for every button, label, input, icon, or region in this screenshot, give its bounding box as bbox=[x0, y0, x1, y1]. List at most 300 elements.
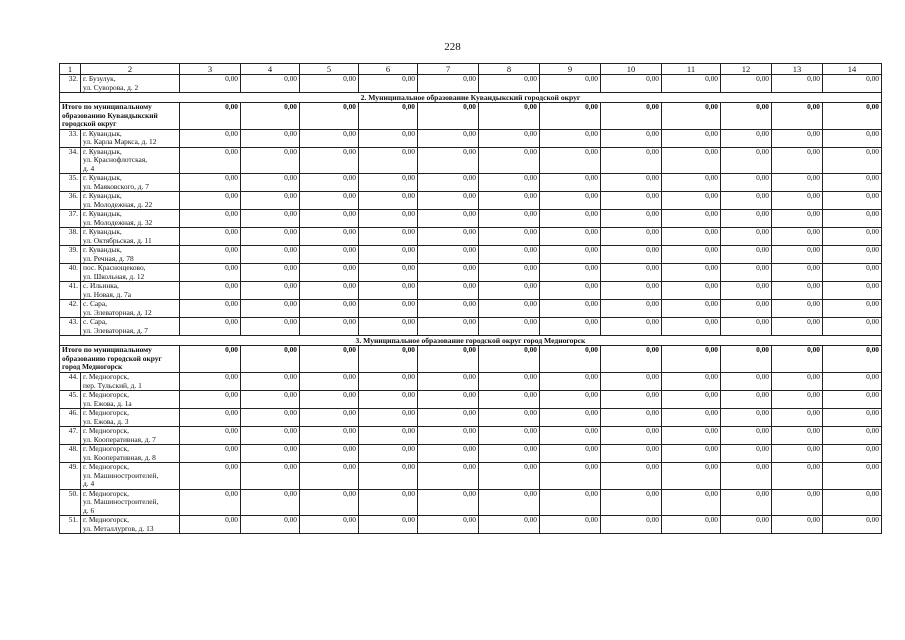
value-cell: 0,00 bbox=[418, 372, 479, 390]
value-cell: 0,00 bbox=[772, 210, 823, 228]
value-cell: 0,00 bbox=[180, 516, 241, 534]
value-cell: 0,00 bbox=[772, 489, 823, 516]
value-cell: 0,00 bbox=[601, 264, 662, 282]
value-cell: 0,00 bbox=[418, 246, 479, 264]
value-cell: 0,00 bbox=[772, 409, 823, 427]
data-table bbox=[59, 63, 882, 534]
column-header-12: 12 bbox=[721, 64, 772, 75]
value-cell: 0,00 bbox=[601, 192, 662, 210]
value-cell: 0,00 bbox=[241, 318, 300, 336]
value-cell: 0,00 bbox=[180, 445, 241, 463]
column-header-3: 3 bbox=[180, 64, 241, 75]
value-cell: 0,00 bbox=[721, 147, 772, 174]
value-cell: 0,00 bbox=[721, 445, 772, 463]
value-cell: 0,00 bbox=[662, 282, 721, 300]
address-line: ул. Металлургов, д. 13 bbox=[83, 523, 154, 533]
value-cell: 0,00 bbox=[180, 300, 241, 318]
value-cell: 0,00 bbox=[772, 75, 823, 93]
value-cell: 0,00 bbox=[418, 409, 479, 427]
value-cell: 0,00 bbox=[300, 516, 359, 534]
value-cell: 0,00 bbox=[721, 516, 772, 534]
table-row bbox=[60, 75, 882, 93]
value-cell: 0,00 bbox=[823, 391, 882, 409]
value-cell: 0,00 bbox=[479, 228, 540, 246]
value-cell: 0,00 bbox=[418, 103, 479, 130]
value-cell: 0,00 bbox=[662, 516, 721, 534]
address-line: ул. Молодежная, д. 32 bbox=[83, 217, 153, 227]
value-cell: 0,00 bbox=[180, 264, 241, 282]
value-cell: 0,00 bbox=[823, 489, 882, 516]
address-cell bbox=[81, 318, 180, 336]
value-cell: 0,00 bbox=[823, 372, 882, 390]
address-line: г. Медногорск, bbox=[83, 390, 129, 400]
value-cell: 0,00 bbox=[540, 463, 601, 490]
value-cell: 0,00 bbox=[601, 210, 662, 228]
value-cell: 0,00 bbox=[662, 129, 721, 147]
value-cell: 0,00 bbox=[540, 372, 601, 390]
value-cell: 0,00 bbox=[180, 103, 241, 130]
value-cell: 0,00 bbox=[772, 192, 823, 210]
value-cell: 0,00 bbox=[662, 372, 721, 390]
address-line: г. Медногорск, bbox=[83, 426, 129, 436]
value-cell: 0,00 bbox=[359, 346, 418, 373]
row-number: 46. bbox=[60, 409, 81, 427]
value-cell: 0,00 bbox=[418, 129, 479, 147]
value-cell: 0,00 bbox=[241, 228, 300, 246]
table-row bbox=[60, 489, 882, 516]
value-cell: 0,00 bbox=[772, 147, 823, 174]
value-cell: 0,00 bbox=[479, 463, 540, 490]
value-cell: 0,00 bbox=[662, 445, 721, 463]
value-cell: 0,00 bbox=[300, 147, 359, 174]
value-cell: 0,00 bbox=[300, 409, 359, 427]
value-cell: 0,00 bbox=[359, 228, 418, 246]
value-cell: 0,00 bbox=[823, 516, 882, 534]
subtotal-label-line: городской округ bbox=[62, 119, 117, 129]
value-cell: 0,00 bbox=[721, 346, 772, 373]
row-number: 44. bbox=[60, 372, 81, 390]
value-cell: 0,00 bbox=[823, 427, 882, 445]
value-cell: 0,00 bbox=[300, 427, 359, 445]
value-cell: 0,00 bbox=[359, 147, 418, 174]
address-line: ул. Карла Маркса, д. 12 bbox=[83, 137, 157, 147]
value-cell: 0,00 bbox=[300, 264, 359, 282]
address-line: пос. Краснощеково, bbox=[83, 263, 146, 273]
value-cell: 0,00 bbox=[601, 103, 662, 130]
row-number: 39. bbox=[60, 246, 81, 264]
address-line: ул. Молодежная, д. 22 bbox=[83, 199, 153, 209]
address-line: г. Медногорск, bbox=[83, 462, 129, 472]
address-line: ул. Речная, д. 78 bbox=[83, 253, 134, 263]
value-cell: 0,00 bbox=[300, 129, 359, 147]
value-cell: 0,00 bbox=[418, 75, 479, 93]
subtotal-label-line: Итого по муниципальному bbox=[62, 345, 152, 355]
address-line: г. Медногорск, bbox=[83, 408, 129, 418]
value-cell: 0,00 bbox=[721, 228, 772, 246]
row-number: 49. bbox=[60, 463, 81, 490]
value-cell: 0,00 bbox=[772, 463, 823, 490]
value-cell: 0,00 bbox=[180, 427, 241, 445]
value-cell: 0,00 bbox=[241, 489, 300, 516]
value-cell: 0,00 bbox=[180, 372, 241, 390]
value-cell: 0,00 bbox=[601, 129, 662, 147]
value-cell: 0,00 bbox=[418, 463, 479, 490]
subtotal-label bbox=[60, 346, 180, 373]
value-cell: 0,00 bbox=[540, 228, 601, 246]
address-line: ул. Кооперативная, д. 7 bbox=[83, 434, 156, 444]
value-cell: 0,00 bbox=[180, 463, 241, 490]
value-cell: 0,00 bbox=[180, 318, 241, 336]
value-cell: 0,00 bbox=[772, 318, 823, 336]
value-cell: 0,00 bbox=[418, 516, 479, 534]
value-cell: 0,00 bbox=[540, 391, 601, 409]
row-number: 36. bbox=[60, 192, 81, 210]
value-cell: 0,00 bbox=[823, 246, 882, 264]
value-cell: 0,00 bbox=[772, 372, 823, 390]
table-row bbox=[60, 318, 882, 336]
value-cell: 0,00 bbox=[300, 210, 359, 228]
value-cell: 0,00 bbox=[721, 264, 772, 282]
value-cell: 0,00 bbox=[823, 445, 882, 463]
value-cell: 0,00 bbox=[823, 346, 882, 373]
value-cell: 0,00 bbox=[479, 489, 540, 516]
header-row bbox=[60, 64, 882, 75]
row-number: 47. bbox=[60, 427, 81, 445]
value-cell: 0,00 bbox=[359, 489, 418, 516]
address-cell bbox=[81, 210, 180, 228]
row-number: 43. bbox=[60, 318, 81, 336]
value-cell: 0,00 bbox=[300, 489, 359, 516]
value-cell: 0,00 bbox=[359, 391, 418, 409]
value-cell: 0,00 bbox=[479, 174, 540, 192]
value-cell: 0,00 bbox=[300, 391, 359, 409]
value-cell: 0,00 bbox=[479, 409, 540, 427]
value-cell: 0,00 bbox=[721, 192, 772, 210]
address-cell bbox=[81, 463, 180, 490]
value-cell: 0,00 bbox=[721, 129, 772, 147]
value-cell: 0,00 bbox=[359, 246, 418, 264]
value-cell: 0,00 bbox=[300, 174, 359, 192]
value-cell: 0,00 bbox=[601, 463, 662, 490]
table-row bbox=[60, 174, 882, 192]
value-cell: 0,00 bbox=[180, 75, 241, 93]
value-cell: 0,00 bbox=[418, 300, 479, 318]
section-title: 2. Муниципальное образование Кувандыкский городской округ bbox=[60, 93, 882, 103]
value-cell: 0,00 bbox=[772, 391, 823, 409]
value-cell: 0,00 bbox=[418, 210, 479, 228]
value-cell: 0,00 bbox=[662, 391, 721, 409]
value-cell: 0,00 bbox=[772, 129, 823, 147]
value-cell: 0,00 bbox=[772, 103, 823, 130]
value-cell: 0,00 bbox=[359, 282, 418, 300]
value-cell: 0,00 bbox=[241, 427, 300, 445]
value-cell: 0,00 bbox=[662, 210, 721, 228]
value-cell: 0,00 bbox=[601, 318, 662, 336]
value-cell: 0,00 bbox=[479, 427, 540, 445]
value-cell: 0,00 bbox=[823, 129, 882, 147]
value-cell: 0,00 bbox=[479, 129, 540, 147]
row-number: 38. bbox=[60, 228, 81, 246]
table-row bbox=[60, 264, 882, 282]
column-header-7: 7 bbox=[418, 64, 479, 75]
value-cell: 0,00 bbox=[823, 300, 882, 318]
row-number: 51. bbox=[60, 516, 81, 534]
table-row bbox=[60, 246, 882, 264]
value-cell: 0,00 bbox=[300, 372, 359, 390]
value-cell: 0,00 bbox=[241, 103, 300, 130]
column-header-14: 14 bbox=[823, 64, 882, 75]
table-row bbox=[60, 516, 882, 534]
address-line: ул. Машиностроителей, bbox=[83, 470, 159, 480]
value-cell: 0,00 bbox=[300, 192, 359, 210]
value-cell: 0,00 bbox=[359, 75, 418, 93]
value-cell: 0,00 bbox=[300, 346, 359, 373]
address-cell bbox=[81, 129, 180, 147]
value-cell: 0,00 bbox=[601, 427, 662, 445]
address-line: г. Кувандык, bbox=[83, 191, 122, 201]
value-cell: 0,00 bbox=[721, 75, 772, 93]
value-cell: 0,00 bbox=[479, 318, 540, 336]
address-line: г. Медногорск, bbox=[83, 372, 129, 381]
row-number: 35. bbox=[60, 174, 81, 192]
value-cell: 0,00 bbox=[721, 210, 772, 228]
value-cell: 0,00 bbox=[540, 75, 601, 93]
table-row bbox=[60, 147, 882, 174]
row-number: 45. bbox=[60, 391, 81, 409]
table-row bbox=[60, 427, 882, 445]
value-cell: 0,00 bbox=[721, 246, 772, 264]
value-cell: 0,00 bbox=[418, 264, 479, 282]
value-cell: 0,00 bbox=[662, 300, 721, 318]
value-cell: 0,00 bbox=[241, 391, 300, 409]
column-header-8: 8 bbox=[479, 64, 540, 75]
value-cell: 0,00 bbox=[359, 445, 418, 463]
value-cell: 0,00 bbox=[823, 409, 882, 427]
value-cell: 0,00 bbox=[300, 246, 359, 264]
column-header-10: 10 bbox=[601, 64, 662, 75]
value-cell: 0,00 bbox=[823, 463, 882, 490]
row-number: 42. bbox=[60, 300, 81, 318]
value-cell: 0,00 bbox=[359, 463, 418, 490]
address-line: г. Кувандык, bbox=[83, 147, 122, 156]
address-cell bbox=[81, 282, 180, 300]
subtotal-label-line: образованию Кувандыкский bbox=[62, 110, 158, 120]
value-cell: 0,00 bbox=[662, 174, 721, 192]
address-line: г. Кувандык, bbox=[83, 209, 122, 219]
value-cell: 0,00 bbox=[540, 516, 601, 534]
value-cell: 0,00 bbox=[479, 210, 540, 228]
address-line: д. 4 bbox=[83, 163, 95, 173]
row-number: 41. bbox=[60, 282, 81, 300]
value-cell: 0,00 bbox=[359, 174, 418, 192]
value-cell: 0,00 bbox=[359, 409, 418, 427]
address-line: г. Кувандык, bbox=[83, 245, 122, 255]
value-cell: 0,00 bbox=[721, 103, 772, 130]
address-line: с. Ильинка, bbox=[83, 281, 119, 291]
address-line: ул. Элеваторная, д. 7 bbox=[83, 325, 148, 335]
value-cell: 0,00 bbox=[479, 103, 540, 130]
value-cell: 0,00 bbox=[772, 246, 823, 264]
subtotal-row bbox=[60, 346, 882, 373]
value-cell: 0,00 bbox=[418, 391, 479, 409]
row-number: 32. bbox=[60, 75, 81, 93]
value-cell: 0,00 bbox=[540, 346, 601, 373]
address-cell bbox=[81, 75, 180, 93]
address-cell bbox=[81, 300, 180, 318]
column-header-11: 11 bbox=[662, 64, 721, 75]
value-cell: 0,00 bbox=[180, 489, 241, 516]
address-line: д. 4 bbox=[83, 479, 95, 489]
value-cell: 0,00 bbox=[359, 129, 418, 147]
value-cell: 0,00 bbox=[180, 147, 241, 174]
value-cell: 0,00 bbox=[241, 174, 300, 192]
value-cell: 0,00 bbox=[300, 103, 359, 130]
address-line: с. Сара, bbox=[83, 317, 108, 327]
value-cell: 0,00 bbox=[418, 318, 479, 336]
value-cell: 0,00 bbox=[721, 300, 772, 318]
value-cell: 0,00 bbox=[772, 427, 823, 445]
address-cell bbox=[81, 246, 180, 264]
value-cell: 0,00 bbox=[241, 409, 300, 427]
subtotal-label-line: образованию городской округ bbox=[62, 353, 162, 363]
row-number: 33. bbox=[60, 129, 81, 147]
value-cell: 0,00 bbox=[772, 300, 823, 318]
value-cell: 0,00 bbox=[823, 174, 882, 192]
column-header-13: 13 bbox=[772, 64, 823, 75]
value-cell: 0,00 bbox=[418, 445, 479, 463]
value-cell: 0,00 bbox=[418, 192, 479, 210]
address-line: г. Бузулук, bbox=[83, 74, 116, 83]
address-line: с. Сара, bbox=[83, 299, 108, 309]
value-cell: 0,00 bbox=[359, 372, 418, 390]
value-cell: 0,00 bbox=[241, 372, 300, 390]
subtotal-row bbox=[60, 103, 882, 130]
value-cell: 0,00 bbox=[180, 192, 241, 210]
address-cell bbox=[81, 427, 180, 445]
value-cell: 0,00 bbox=[601, 516, 662, 534]
table-row bbox=[60, 372, 882, 390]
value-cell: 0,00 bbox=[540, 192, 601, 210]
value-cell: 0,00 bbox=[241, 346, 300, 373]
value-cell: 0,00 bbox=[180, 391, 241, 409]
column-header-4: 4 bbox=[241, 64, 300, 75]
value-cell: 0,00 bbox=[418, 282, 479, 300]
value-cell: 0,00 bbox=[479, 282, 540, 300]
value-cell: 0,00 bbox=[359, 300, 418, 318]
value-cell: 0,00 bbox=[300, 282, 359, 300]
value-cell: 0,00 bbox=[479, 246, 540, 264]
table-row bbox=[60, 409, 882, 427]
value-cell: 0,00 bbox=[662, 75, 721, 93]
value-cell: 0,00 bbox=[662, 228, 721, 246]
value-cell: 0,00 bbox=[540, 489, 601, 516]
value-cell: 0,00 bbox=[241, 445, 300, 463]
value-cell: 0,00 bbox=[359, 318, 418, 336]
address-cell bbox=[81, 516, 180, 534]
value-cell: 0,00 bbox=[359, 192, 418, 210]
value-cell: 0,00 bbox=[823, 282, 882, 300]
address-cell bbox=[81, 391, 180, 409]
value-cell: 0,00 bbox=[601, 489, 662, 516]
value-cell: 0,00 bbox=[601, 300, 662, 318]
value-cell: 0,00 bbox=[721, 174, 772, 192]
subtotal-label-line: Итого по муниципальному bbox=[62, 102, 152, 112]
value-cell: 0,00 bbox=[772, 174, 823, 192]
column-header-9: 9 bbox=[540, 64, 601, 75]
value-cell: 0,00 bbox=[359, 427, 418, 445]
value-cell: 0,00 bbox=[241, 192, 300, 210]
address-line: пер. Тульский, д. 1 bbox=[83, 380, 142, 390]
value-cell: 0,00 bbox=[823, 228, 882, 246]
value-cell: 0,00 bbox=[601, 445, 662, 463]
address-line: ул. Машиностроителей, bbox=[83, 497, 159, 507]
value-cell: 0,00 bbox=[540, 264, 601, 282]
value-cell: 0,00 bbox=[540, 174, 601, 192]
table-row bbox=[60, 445, 882, 463]
value-cell: 0,00 bbox=[479, 75, 540, 93]
address-line: г. Медногорск, bbox=[83, 444, 129, 454]
value-cell: 0,00 bbox=[479, 346, 540, 373]
value-cell: 0,00 bbox=[772, 346, 823, 373]
value-cell: 0,00 bbox=[540, 246, 601, 264]
value-cell: 0,00 bbox=[772, 264, 823, 282]
table-row bbox=[60, 300, 882, 318]
column-header-1: 1 bbox=[60, 64, 81, 75]
table-row bbox=[60, 282, 882, 300]
address-cell bbox=[81, 409, 180, 427]
address-cell bbox=[81, 489, 180, 516]
value-cell: 0,00 bbox=[479, 372, 540, 390]
section-heading-row bbox=[60, 336, 882, 346]
value-cell: 0,00 bbox=[418, 174, 479, 192]
value-cell: 0,00 bbox=[540, 129, 601, 147]
address-cell bbox=[81, 192, 180, 210]
value-cell: 0,00 bbox=[300, 445, 359, 463]
value-cell: 0,00 bbox=[540, 318, 601, 336]
table-row bbox=[60, 210, 882, 228]
address-cell bbox=[81, 445, 180, 463]
address-cell bbox=[81, 174, 180, 192]
value-cell: 0,00 bbox=[721, 463, 772, 490]
value-cell: 0,00 bbox=[601, 174, 662, 192]
value-cell: 0,00 bbox=[241, 282, 300, 300]
value-cell: 0,00 bbox=[823, 264, 882, 282]
table-row bbox=[60, 228, 882, 246]
value-cell: 0,00 bbox=[540, 103, 601, 130]
value-cell: 0,00 bbox=[721, 427, 772, 445]
value-cell: 0,00 bbox=[180, 174, 241, 192]
value-cell: 0,00 bbox=[772, 445, 823, 463]
value-cell: 0,00 bbox=[241, 129, 300, 147]
value-cell: 0,00 bbox=[359, 210, 418, 228]
row-number: 34. bbox=[60, 147, 81, 174]
value-cell: 0,00 bbox=[662, 463, 721, 490]
value-cell: 0,00 bbox=[418, 147, 479, 174]
value-cell: 0,00 bbox=[418, 427, 479, 445]
value-cell: 0,00 bbox=[601, 346, 662, 373]
address-cell bbox=[81, 372, 180, 390]
value-cell: 0,00 bbox=[601, 372, 662, 390]
address-line: г. Кувандык, bbox=[83, 173, 122, 183]
value-cell: 0,00 bbox=[721, 318, 772, 336]
value-cell: 0,00 bbox=[241, 210, 300, 228]
value-cell: 0,00 bbox=[721, 372, 772, 390]
value-cell: 0,00 bbox=[823, 75, 882, 93]
table-row bbox=[60, 129, 882, 147]
value-cell: 0,00 bbox=[823, 192, 882, 210]
value-cell: 0,00 bbox=[823, 318, 882, 336]
value-cell: 0,00 bbox=[479, 391, 540, 409]
